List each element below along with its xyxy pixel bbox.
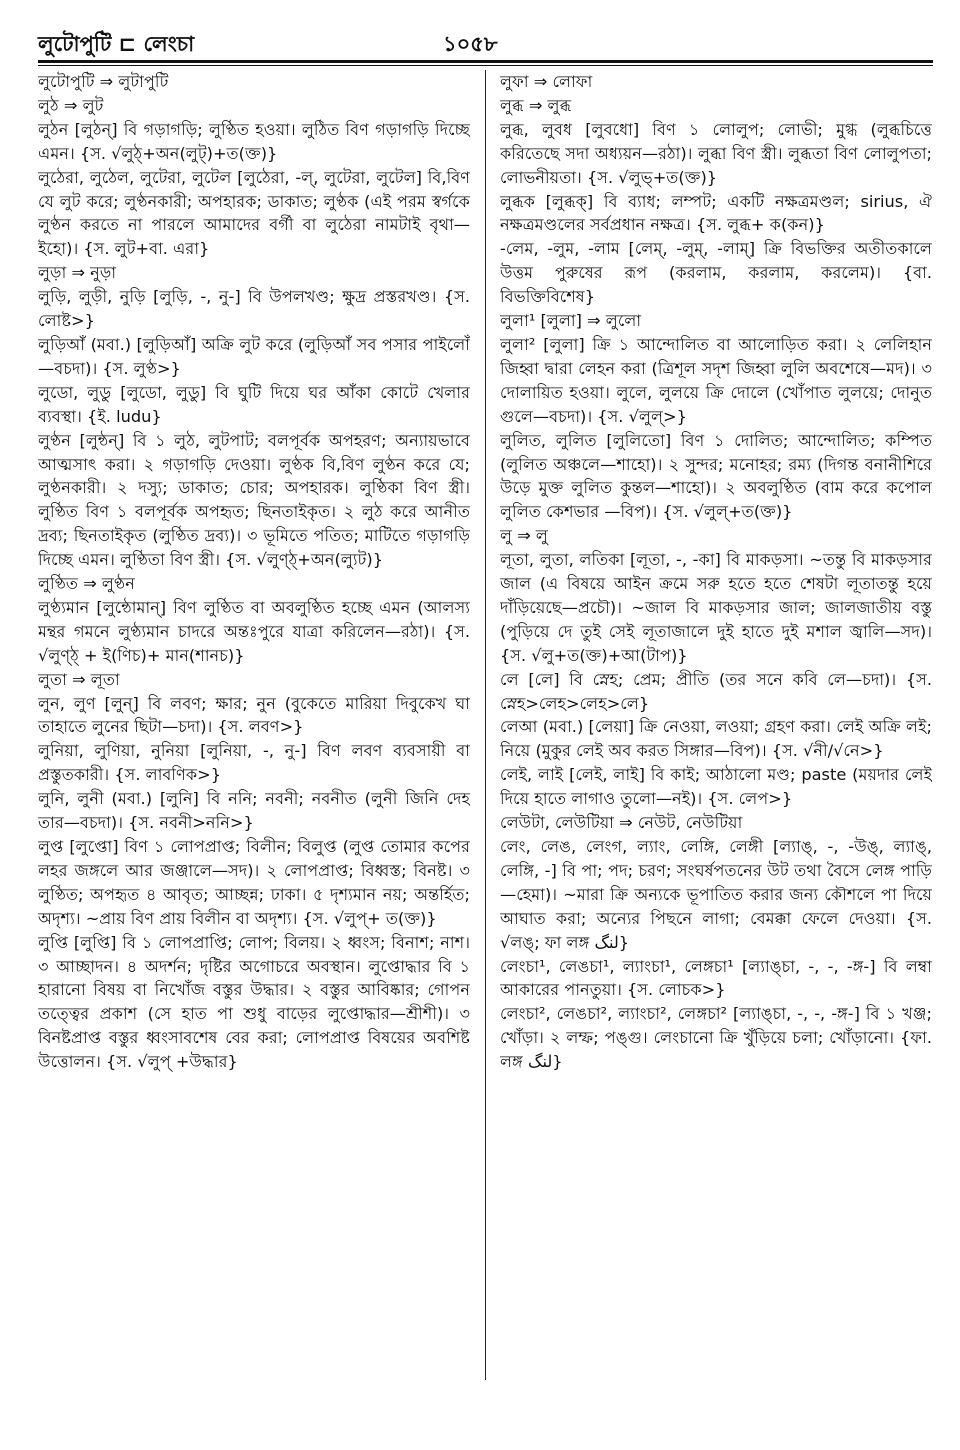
left-column [38,70,470,1380]
dictionary-entry: লুঠন [লুঠন্] বি গড়াগড়ি; লুণ্ঠিত হওয়া। লুঠিত বিণ গড়াগড়ি দিচ্ছে এমন। {স. √লুঠ্+অন(লুট্)+ত(ক্ত)} [38,119,470,163]
dictionary-entry: লুলিত, লুলিত [লুলিতো] বিণ ১ দোলিত; আন্দোলিত; কম্পিত (লুলিত অঞ্চলে—শাহো)। ২ সুন্দর; মনোহর; রম্য (দিগন্ত বনানীশিরে উড়ে মুক্ত লুলিত কুন্তল—শাহো)। ২ অবলুণ্ঠিত (বাম করে কপোল লুলিত কেশভার —বিপ)। {স. √লুল্+ত(ক্ত)} [500,430,932,522]
dictionary-entry: লে [লে] বি স্নেহ; প্রেম; প্রীতি (তর সনে কবি লে—চদা)। {স. স্নেহ>লেহ>লেহ>লে} [500,669,932,713]
dictionary-entry: লুপ্তি [লুপ্তি] বি ১ লোপপ্রাপ্তি; লোপ; বিলয়। ২ ধ্বংস; বিনাশ; নাশ। ৩ আচ্ছাদন। ৪ অদর্শন; দৃষ্টির অগোচরে অবস্থান। লুপ্তোদ্ধার বি ১ হারানো বিষয় বা নিখোঁজ বস্তুর উদ্ধার। ২ বস্তুর আবিষ্কার; গোপন তত্ত্বের প্রকাশ (সে হাত পা শুধু বাড়ের লুপ্তোদ্ধার—শ্রীশী)। ৩ বিনষ্টপ্রাপ্ত বস্তুর ধ্বংসাবশেষ বের করা; লোপপ্রাপ্ত বিষয়ের অবশিষ্ট উত্তোলন। {স. √লুপ্ +উদ্ধার} [38,932,470,1072]
dictionary-entry: লুণ্ঠন [লুন্ঠন্] বি ১ লুঠ, লুটপাট; বলপূর্বক অপহরণ; অন্যায়ভাবে আত্মসাৎ করা। ২ গড়াগড়ি দেওয়া। লুণ্ঠক বি,বিণ লুণ্ঠন করে যে; লুণ্ঠনকারী। ২ দস্যু; ডাকাত; চোর; অপহারক। লুণ্ঠিকা বিণ স্ত্রী। লুণ্ঠিত বিণ ১ বলপূর্বক অপহৃত; ছিনতাইকৃত। ২ লুঠ করে আনীত দ্রব্য; ছিনতাইকৃত (লুণ্ঠিত দ্রব্য)। ৩ ভূমিতে পতিত; মাটিতে গড়াগড়ি দিচ্ছে এমন। লুণ্ঠিতা বিণ স্ত্রী। {স. √লুণ্ঠ্+অন(ল্যুট)} [38,430,470,570]
dictionary-entry: লুণ্ঠ্যমান [লুন্ঠোমান্] বিণ লুণ্ঠিত বা অবলুণ্ঠিত হচ্ছে এমন (আলস্য মন্থর গমনে লুণ্ঠ্যমান চাদরে অন্তঃপুরে যাত্রা করিলেন—রঠা)। {স. √লুণ্ঠ্ + ই(ণিচ)+ মান(শানচ)} [38,597,470,665]
dictionary-entry: লুফা ⇒ লোফা [500,72,593,91]
page-header [38,26,933,56]
running-head: লুটোপুটি ⊏ লেংচা [38,32,195,56]
dictionary-entry: লুঠ ⇒ লুট [38,95,104,115]
dictionary-entry: লুলা² [লুলা] ক্রি ১ আন্দোলিত বা আলোড়িত করা। ২ লেলিহান জিহ্বা দ্বারা লেহন করা (ত্রিশূল সদৃশ জিহ্বা লুলি অবশেষে—মদ)। ৩ দোলায়িত হওয়া। লুলে, লুলয়ে ক্রি দোলে (খোঁপাত লুলয়ে; দোনুত গুলে—বচদা)। {স. √লুল্>} [500,334,932,426]
dictionary-entry: লেই, লাই [লেই, লাই] বি কাই; আঠালো মণ্ড; paste (ময়দার লেই দিয়ে হাতে লাগাও তুলো—নই)। {স. লেপ>} [500,765,932,809]
page-number: ১০৫৮ [443,32,498,56]
dictionary-entry: লুতা ⇒ লূতা [38,669,120,689]
dictionary-entry: লুব্ধ, লুবধ [লুবধো] বিণ ১ লোলুপ; লোভী; মুগ্ধ (লুব্ধচিত্তে করিতেছে সদা অধ্যয়ন—রঠা)। লুব্ধা বিণ স্ত্রী। লুব্ধতা বিণ লোলুপতা; লোভনীয়তা। {স. √লুভ্+ত(ক্ত)} [500,119,932,187]
dictionary-entry: লুনি, লুনী (মবা.) [লুনি] বি ননি; নবনী; নবনীত (লুনী জিনি দেহ তার—বচদা)। {স. নবনী>ননি>} [38,789,470,833]
dictionary-entry: লূতা, লুতা, লতিকা [লূতা, -, -কা] বি মাকড়সা। ~তন্তু বি মাকড়সার জাল (এ বিষয়ে আইন ক্রমে সরু হতে হতে শেষটা লূতাতন্তু হয়ে দাঁড়িয়েছে—প্রচৌ)। ~জাল বি মাকড়সার জাল; জালজাতীয় বস্তু (পুড়িয়ে দে তুই সেই লূতাজালে দুই হাতে দুই মশাল জ্বালি—সদ)। {স. √লু+ত(ক্ত)+আ(টাপ)} [500,550,932,665]
dictionary-entry: লুলা¹ [লুলা] ⇒ লুলো [500,311,642,331]
dictionary-entry: লুব্ধক [লুব্ধক্] বি ব্যাধ; লম্পট; একটি নক্ষত্রমণ্ডল; sirius, ঐ নক্ষত্রমণ্ডলের সর্বপ্রধান নক্ষত্র। {স. লুব্ধ+ ক(কন)} [500,191,932,235]
column-divider [485,70,486,1380]
dictionary-entry: লুনিয়া, লুণিয়া, নুনিয়া [লুনিয়া, -, নু-] বিণ লবণ ব্যবসায়ী বা প্রস্তুতকারী। {স. লাবণিক>} [38,741,470,785]
dictionary-entry: লেংচা², লেঙচা², ল্যাংচা², লেঙ্গচা² [ল্যাঙ্চা, -, -, -ঙ্গ-] বি ১ খঞ্জ; খোঁড়া। ২ লম্ফ; পঙ্গু। লেংচানো ক্রি খুঁড়িয়ে চলা; খোঁড়ানো। {ফা. লঙ্গ لنگ} [500,1004,932,1072]
dictionary-entry: লুড়িআঁ (মবা.) [লুড়িআঁ] অক্রি লুট করে (লুড়িআঁ সব পসার পাইলোঁ—বচদা)। {স. লুণ্ঠ>} [38,334,470,378]
dictionary-entry: লুন, লুণ [লুন্] বি লবণ; ক্ষার; নুন (বুকেতে মারিয়া দিবুকেখ ঘা তাহাতে লুনের ছিটা—চদা)। {স. লবণ>} [38,693,470,737]
dictionary-entry: লুডো, লুডু [লুডো, লুডু] বি ঘুটি দিয়ে ঘর আঁকা কোটে খেলার ব্যবস্থা। {ই. ludu} [38,382,470,426]
dictionary-entry: লুপ্ত [লুপ্তো] বিণ ১ লোপপ্রাপ্ত; বিলীন; বিলুপ্ত (লুপ্ত তোমার কপের লহর জঙ্গলে আর জঞ্জালে—সদ)। ২ লোপপ্রাপ্ত; বিধ্বস্ত; বিনষ্ট। ৩ লুণ্ঠিত; অপহৃত ৪ আবৃত; আচ্ছন্ন; ঢাকা। ৫ দৃশ্যমান নয়; অন্তর্হিত; অদৃশ্য। ~প্রায় বিণ প্রায় বিলীন বা অদৃশ্য। {স. √লুপ্+ ত(ক্ত)} [38,837,470,928]
dictionary-entry: লুড়ি, লুড়ী, নুড়ি [লুড়ি, -, নু-] বি উপলখণ্ড; ক্ষুদ্র প্রস্তরখণ্ড। {স. লোষ্ট>} [38,287,470,331]
right-column [500,70,932,1380]
dictionary-entry: লুব্ধ ⇒ লুব্ধ [500,95,572,115]
header-rule [38,60,933,66]
dictionary-entry: -লেম, -লুম, -লাম [লেম্, -লুম্, -লাম্] ক্রি বিভক্তির অতীতকালে উত্তম পুরুষের রূপ (করলাম, করলাম, করলেম)। {বা. বিভক্তিবিশেষ} [500,239,932,307]
dictionary-entry: লুড়া ⇒ নুড়া [38,263,117,283]
dictionary-entry: লুটোপুটি ⇒ লুটাপুটি [38,72,169,91]
dictionary-entry: লেং, লেঙ, লেংগ, ল্যাং, লেঙ্গি, লেঙ্গী [ল্যাঙ্, -, -উঙ্, ল্যাঙ্, লেঙ্গি, -] বি পা; পদ; চরণ; সংঘর্ষপতনের উট তথা বৈসে লেঙ্গ পাড়ি—হেমা)। ~মারা ক্রি অন্যকে ভূপাতিত করার জন্য কৌশলে পা দিয়ে আঘাত করা; অন্যের পিছনে লাগা; বেমক্কা ফেলে দেওয়া। {স. √লঙ্; ফা লঙ্গ لنگ} [500,837,932,952]
dictionary-entry: লেআ (মবা.) [লেয়া] ক্রি নেওয়া, লওয়া; গ্রহণ করা। লেই অক্রি লই; নিয়ে (মুকুর লেই অব করত সিঙ্গার—বিপ)। {স. √নী/√নে>} [500,717,932,761]
dictionary-entry: লু ⇒ লু [500,526,548,546]
dictionary-entry: লেউটা, লেউটিয়া ⇒ নেউট, নেউটিয়া [500,813,743,833]
dictionary-entry: লেংচা¹, লেঙচা¹, ল্যাংচা¹, লেঙ্গচা¹ [ল্যাঙ্চা, -, -, -ঙ্গ-] বি লম্বা আকারের পানতুয়া। {স. লোচক>} [500,956,932,1000]
dictionary-entry: লুঠেরা, লুঠেল, লুটেরা, লুটেল [লুঠেরা, -ল্, লুটেরা, লুটেল] বি,বিণ যে লুট করে; লুণ্ঠনকারী; অপহারক; ডাকাত; লুণ্ঠক (এই পরম স্বর্গকে লুণ্ঠন করতে না পারলে আমাদের বর্গী বা লুঠেরা নামটাই বৃথা—ইহো)। {স. লুট+বা. এরা} [38,167,470,259]
dictionary-entry: লুণ্ঠিত ⇒ লুণ্ঠন [38,574,135,594]
